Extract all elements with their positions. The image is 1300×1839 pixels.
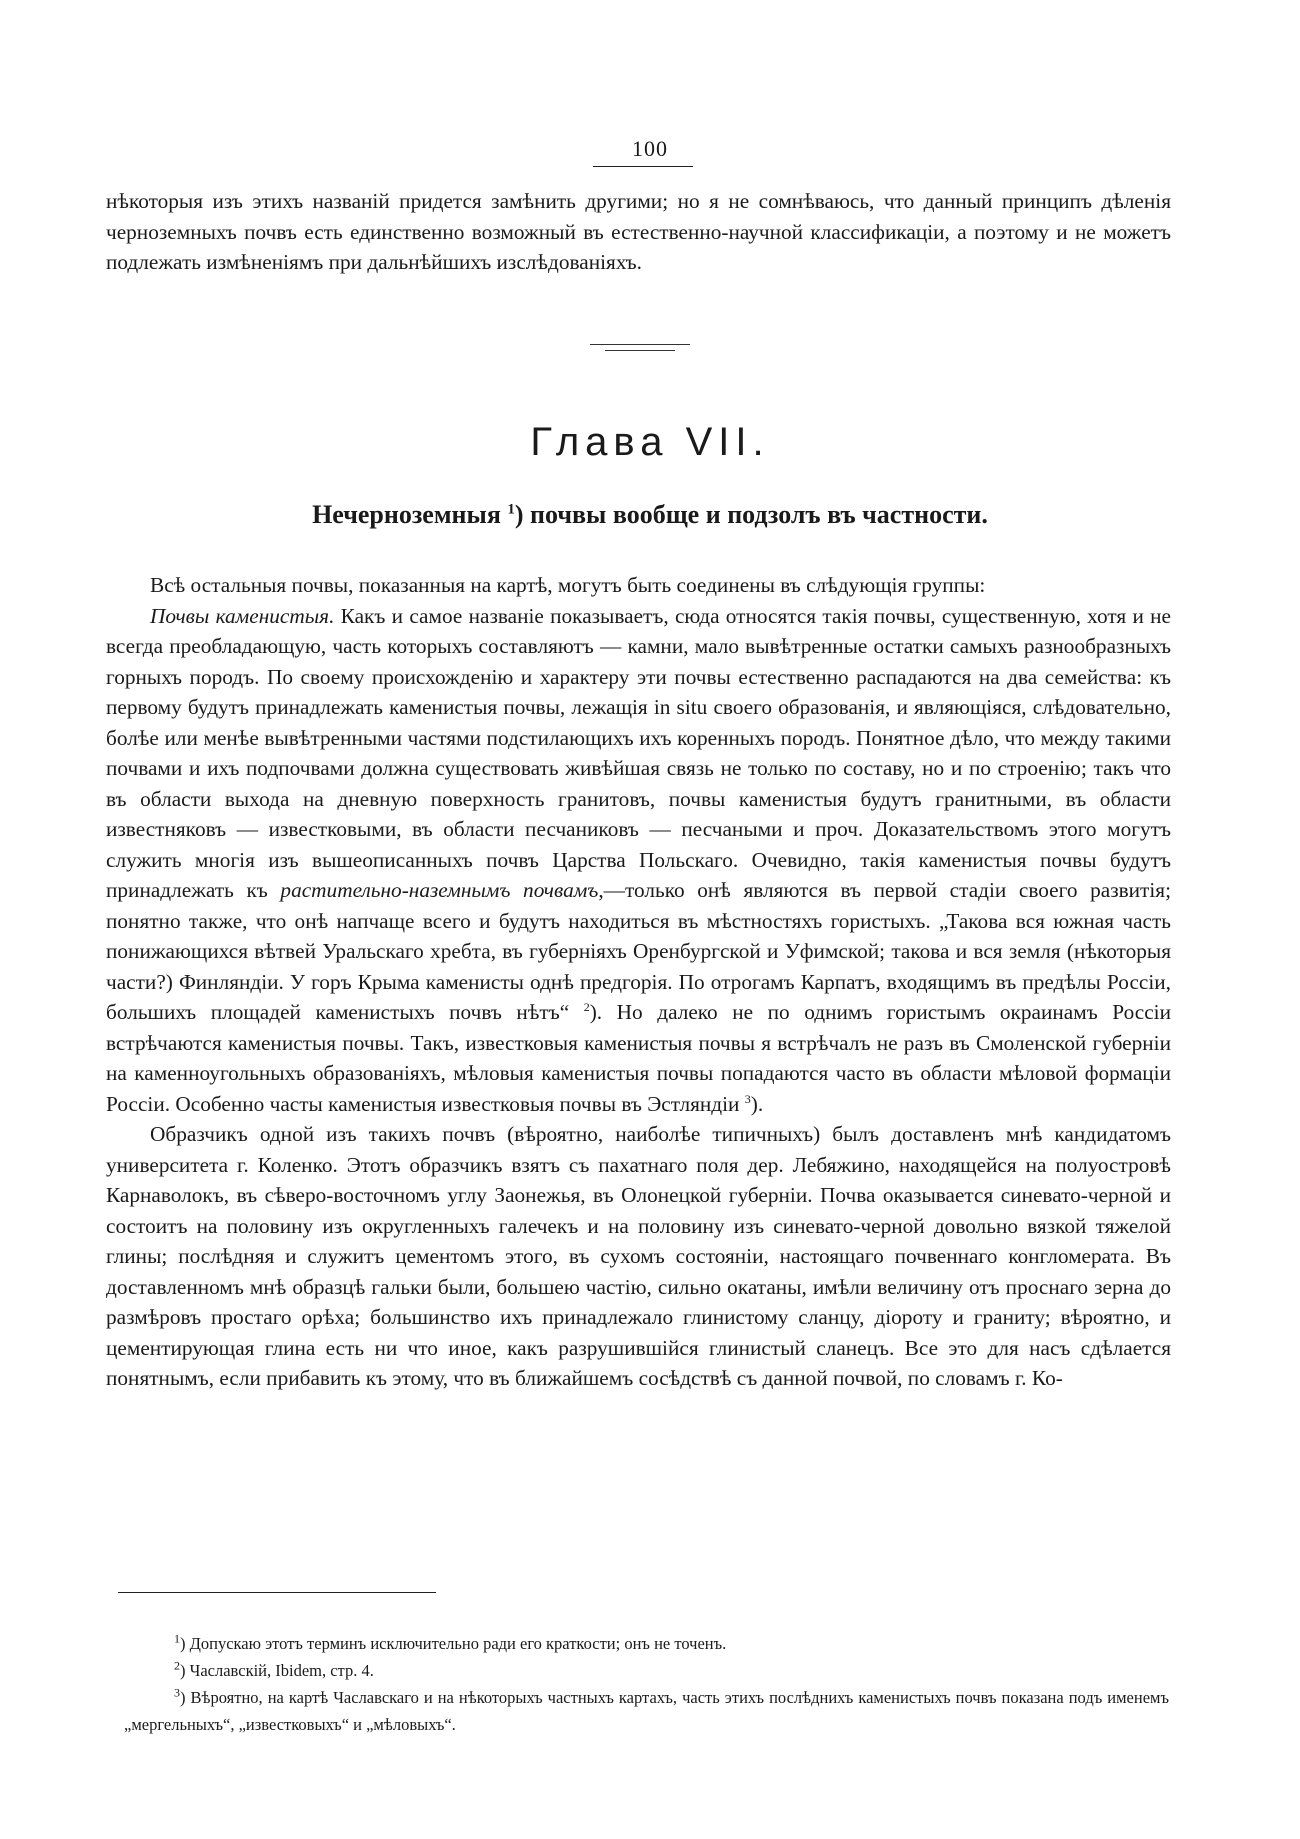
intro-paragraph: нѣкоторыя изъ этихъ названій придется замѣнить другими; но я не сомнѣваюсь, что данный принципъ дѣленія черноземныхъ почвъ есть единственно возможный въ естественно-научной классификаціи, а поэтому и не можетъ подлежать измѣненіямъ при дальнѣйшихъ изслѣдованіяхъ.	[106, 189, 1171, 274]
paragraph-2-text-b: ,—только онѣ являются въ первой стадіи своего развитія; понятно также, что онѣ напчаще всего и будутъ находиться въ мѣстностяхъ гористыхъ. „Такова вся южная часть понижающихся вѣтвей Уральскаго хребта, въ губерніяхъ Оренбургской и Уфимской; такова и вся земля (нѣкоторыя части?) Финляндіи. У горъ Крыма каменисты однѣ предгорія. По отрогамъ Карпатъ, входящимъ въ предѣлы Россіи, большихъ площадей каменистыхъ почвъ нѣтъ“	[106, 878, 1171, 1024]
paragraph-3: Образчикъ одной изъ такихъ почвъ (вѣроятно, наиболѣе типичныхъ) былъ доставленъ мнѣ кандидатомъ университета г. Коленко. Этотъ образчикъ взятъ съ пахатнаго поля дер. Лебяжино, находящейся на полуостровѣ Карнаволокъ, въ сѣверо-восточномъ углу Заонежья, въ Олонецкой губерніи. Почва оказывается синевато-черной и состоитъ на половину изъ округленныхъ галечекъ и на половину изъ синевато-черной довольно вязкой тяжелой глины; послѣдняя и служитъ цементомъ этого, въ сухомъ состояніи, настоящаго почвеннаго конгломерата. Въ доставленномъ мнѣ образцѣ гальки были, большею частію, сильно окатаны, имѣли величину отъ проснаго зерна до размѣровъ простаго орѣха; большинство ихъ принадлежало глинистому сланцу, діороту и граниту; вѣроятно, и цементирующая глина есть ни что иное, какъ разрушившійся глинистый сланецъ. Все это для насъ сдѣлается понятнымъ, если прибавить къ этому, что въ ближайшемъ сосѣдствѣ съ данной почвой, по словамъ г. Ко-	[106, 1122, 1171, 1390]
paragraph-2	[106, 601, 1171, 1120]
page-number: 100	[632, 136, 668, 161]
paragraph-2-text-a: Какъ и самое названіе показываетъ, сюда относятся такія почвы, существенную, хотя и не всегда преобладающую, часть которыхъ составляютъ — камни, мало вывѣтренные остатки самыхъ разнообразныхъ горныхъ породъ. По своему происхожденію и характеру эти почвы естественно распадаются на два семейства: къ первому будутъ принадлежать каменистыя почвы, лежащія in situ своего образованія, и являющіяся, слѣдовательно, болѣе или менѣе вывѣтренными частями подстилающихъ ихъ коренныхъ породъ. Понятное дѣло, что между такими почвами и ихъ подпочвами должна существовать живѣйшая связь не только по составу, но и по строенію; такъ что въ области выхода на дневную поверхность гранитовъ, почвы каменистыя будутъ гранитными, въ области известняковъ — известковыми, въ области песчаниковъ — песчаными и проч. Доказательствомъ этого могутъ служить многія изъ вышеописанныхъ почвъ Царства Польскаго. Очевидно, такія каменистыя почвы будутъ принадлежать къ	[106, 603, 1171, 902]
paragraph-1: Всѣ остальныя почвы, показанныя на картѣ, могутъ быть соединены въ слѣдующія группы:	[150, 573, 986, 597]
chapter-title: Глава VII.	[530, 420, 770, 464]
chapter-subtitle-text-start: Нечерноземныя	[312, 500, 508, 529]
chapter-subtitle-text-end: ) почвы вообще и подзолъ въ частности.	[514, 500, 988, 529]
footnote-1-marker: 1	[174, 1631, 180, 1646]
paragraph-2-text-d: ).	[750, 1091, 764, 1116]
footnote-2	[124, 1657, 1169, 1684]
footnote-1-text: ) Допускаю этотъ терминъ исключительно ради его краткости; онъ не точенъ.	[180, 1634, 727, 1653]
intro-paragraph-block	[106, 186, 1171, 278]
footnotes-block	[124, 1630, 1169, 1738]
section-separator-line-short	[605, 350, 675, 351]
paragraph-2-lead-italic: Почвы каменистыя.	[150, 603, 335, 628]
chapter-subtitle-footnote-marker: 1	[507, 501, 515, 518]
footnote-separator-line	[118, 1592, 436, 1593]
main-text-block	[106, 570, 1171, 1394]
page-number-underline	[593, 166, 693, 167]
footnote-2-marker: 2	[174, 1658, 180, 1673]
footnote-ref-2[interactable]: 2	[583, 999, 590, 1014]
footnote-3	[124, 1684, 1169, 1738]
paragraph-2-text-c: ). Но далеко не по однимъ гористымъ окраинамъ Россіи встрѣчаются каменистыя почвы. Такъ, известковыя каменистыя почвы я встрѣчалъ не разъ въ Смоленской губерніи на каменноугольныхъ образованіяхъ, мѣловыя каменистыя почвы попадаются часто въ области мѣловой формаціи Россіи. Особенно часты каменистыя известковыя почвы въ Эстляндіи	[106, 1000, 1171, 1116]
footnote-3-marker: 3	[174, 1685, 180, 1700]
footnote-3-text: ) Вѣроятно, на картѣ Чаславскаго и на нѣкоторыхъ частныхъ картахъ, часть этихъ послѣднихъ каменистыхъ почвъ показана подъ именемъ „мергельныхъ“, „известковыхъ“ и „мѣловыхъ“.	[124, 1688, 1169, 1734]
footnote-2-text: ) Чаславскій, Ibidem, стр. 4.	[180, 1661, 374, 1680]
chapter-subtitle	[0, 500, 1300, 530]
section-separator-line	[590, 344, 690, 345]
paragraph-2-italic-term: растительно-наземнымъ почвамъ	[280, 878, 599, 902]
footnote-ref-3[interactable]: 3	[744, 1091, 751, 1106]
footnote-1	[124, 1630, 1169, 1657]
